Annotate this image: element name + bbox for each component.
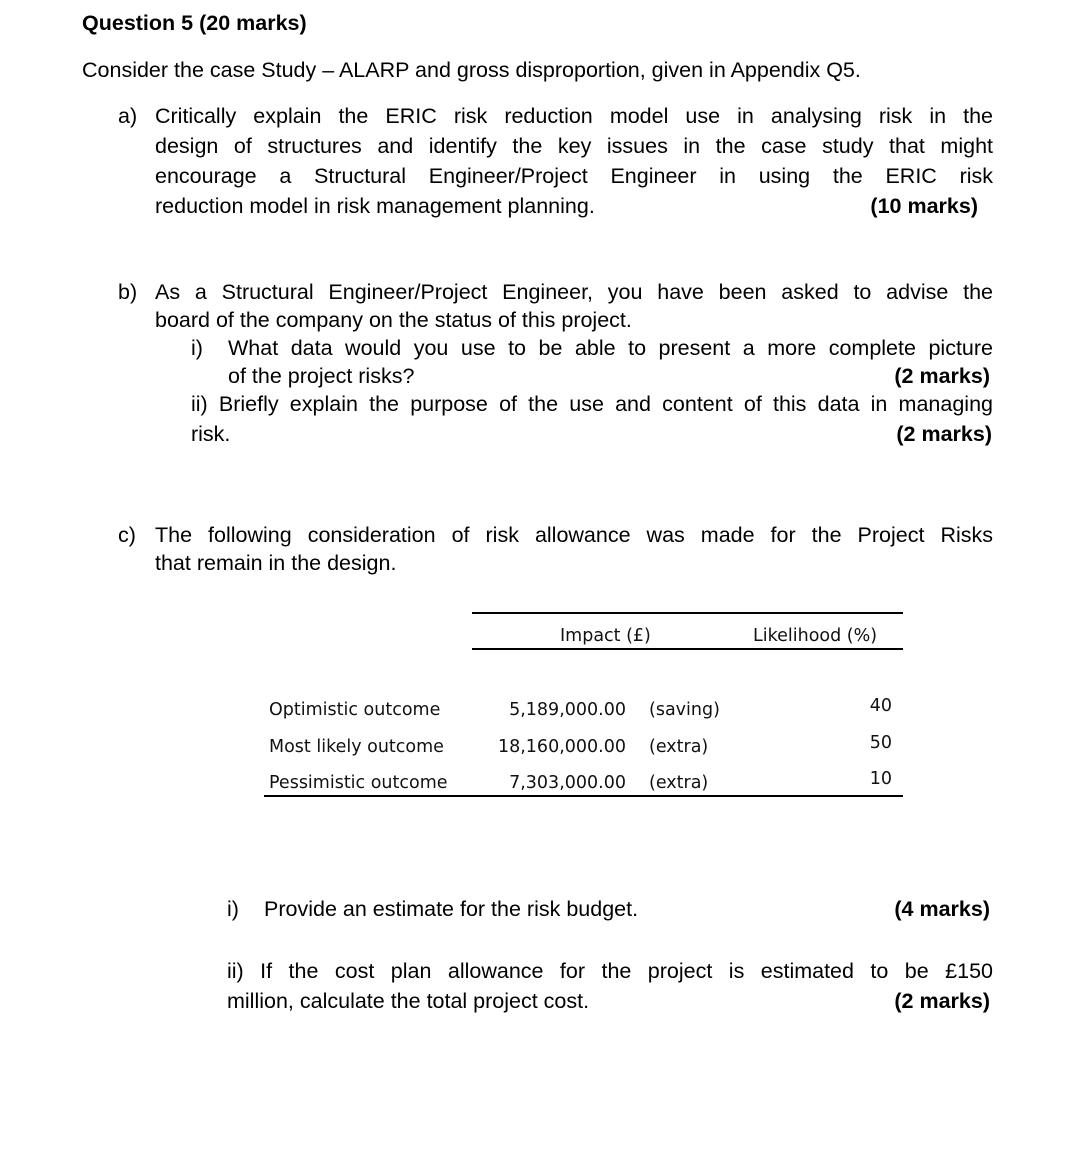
part-a-label: a)	[118, 104, 138, 128]
part-c-ii-line-1: ii) If the cost plan allowance for the project is estimated to be £150	[227, 959, 993, 983]
part-b-label: b)	[118, 280, 138, 304]
question-heading: Question 5 (20 marks)	[82, 11, 307, 35]
part-c-i-label: i)	[227, 897, 239, 921]
part-a-marks: (10 marks)	[870, 194, 978, 218]
part-c-line-2: that remain in the design.	[155, 551, 397, 575]
part-a-line-1: Critically explain the ERIC risk reduction model use in analysing risk in the	[155, 104, 993, 128]
part-b-i-line-1: What data would you use to be able to present a more complete picture	[228, 336, 993, 360]
row-type: (extra)	[649, 737, 709, 757]
part-a-line-4: reduction model in risk management planning.	[155, 194, 595, 218]
part-b-i-line-2: of the project risks?	[228, 364, 415, 388]
part-b-ii-line-2: risk.	[191, 422, 231, 446]
row-likelihood: 10	[869, 769, 892, 789]
header-bottom-rule	[472, 648, 903, 650]
part-c-label: c)	[118, 523, 136, 547]
table-top-rule	[472, 612, 903, 614]
row-outcome: Optimistic outcome	[269, 700, 441, 720]
row-amount: 5,189,000.00	[509, 700, 626, 720]
row-outcome: Pessimistic outcome	[269, 773, 448, 793]
part-b-line-2: board of the company on the status of this project.	[155, 308, 632, 332]
header-likelihood: Likelihood (%)	[753, 626, 878, 646]
row-likelihood: 50	[869, 733, 892, 753]
row-type: (saving)	[649, 700, 720, 720]
part-b-ii-marks: (2 marks)	[896, 422, 992, 446]
part-c-ii-line-2: million, calculate the total project cost.	[227, 989, 590, 1013]
row-amount: 18,160,000.00	[497, 737, 626, 757]
table-bottom-rule	[264, 795, 903, 797]
part-b-ii-line-1: ii) Briefly explain the purpose of the use and content of this data in managing	[191, 392, 993, 416]
row-type: (extra)	[649, 773, 709, 793]
part-c-line-1: The following consideration of risk allowance was made for the Project Risks	[155, 523, 993, 547]
part-a-line-3: encourage a Structural Engineer/Project Engineer in using the ERIC risk	[155, 164, 993, 188]
row-outcome: Most likely outcome	[269, 737, 444, 757]
part-b-i-marks: (2 marks)	[894, 364, 990, 388]
part-a-line-2: design of structures and identify the key issues in the case study that might	[155, 134, 993, 158]
part-c-i-marks: (4 marks)	[894, 897, 990, 921]
part-b-line-1: As a Structural Engineer/Project Engineer, you have been asked to advise the	[155, 280, 993, 304]
part-b-i-label: i)	[191, 336, 203, 360]
row-likelihood: 40	[869, 696, 892, 716]
intro-text: Consider the case Study – ALARP and gross disproportion, given in Appendix Q5.	[82, 58, 861, 82]
row-amount: 7,303,000.00	[509, 773, 626, 793]
part-c-ii-marks: (2 marks)	[894, 989, 990, 1013]
header-impact: Impact (£)	[560, 626, 651, 646]
part-c-i-text: Provide an estimate for the risk budget.	[264, 897, 639, 921]
